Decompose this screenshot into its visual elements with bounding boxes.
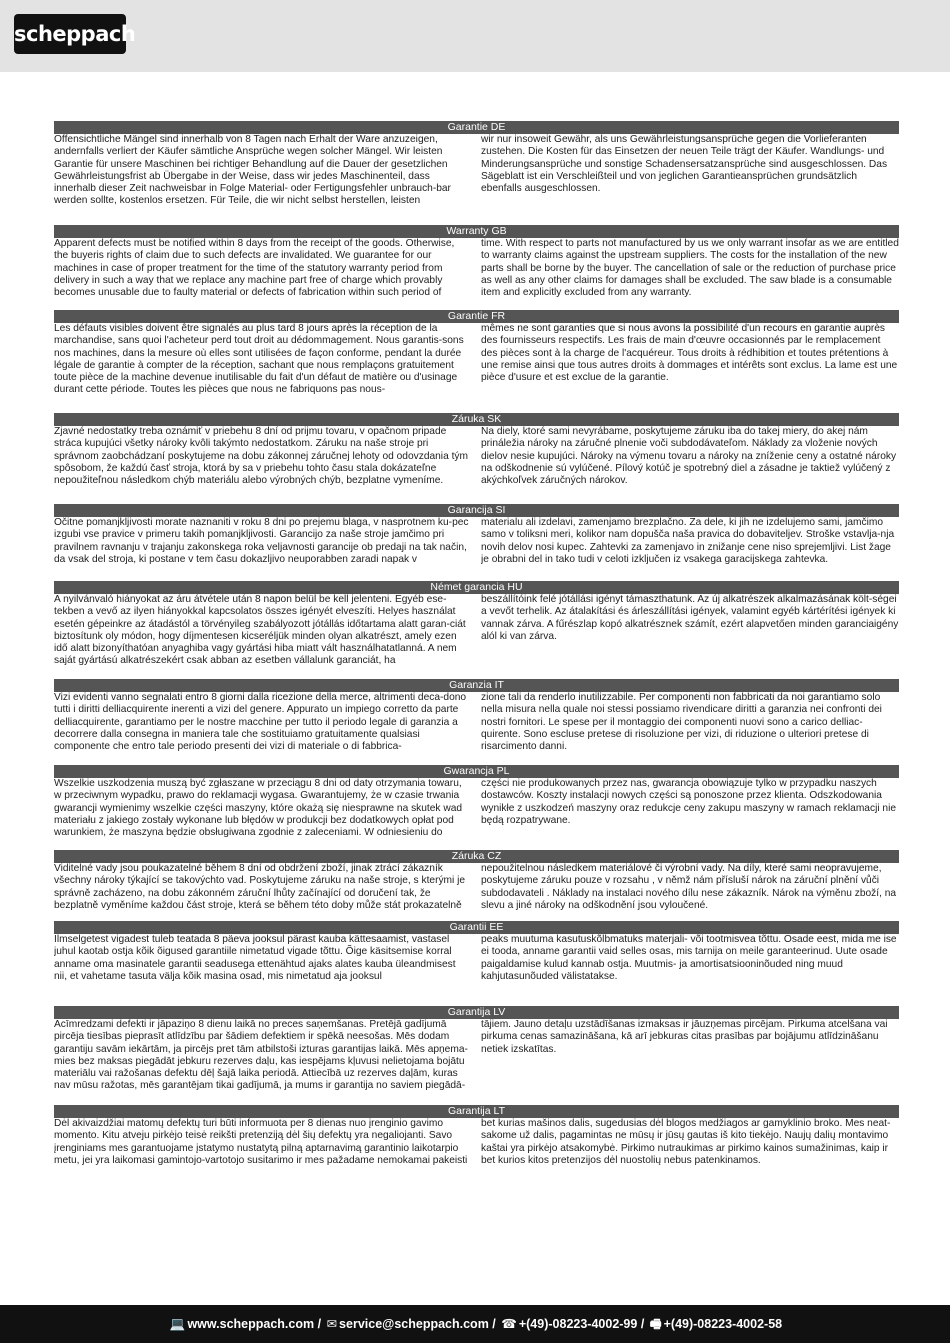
section-garantija-lt: [54, 1105, 899, 1182]
envelope-icon: ✉: [326, 1317, 338, 1331]
section-header: Garantii EE: [54, 921, 899, 934]
computer-icon: 💻: [169, 1317, 186, 1331]
section-text-left: Ilmselgetest vigadest tuleb teatada 8 päeva jooksul pärast kauba kättesaamist, vastasel juhul kaotab ostja kõik õigused garantiile nimetatud vigade tõttu. Õige käsitsemise korral anname oma masinatele garantii seadusega ettenähtud ajaks alates kauba üleandmisest nii, et vahetame tasuta välja kõik masina osad, mis nimetatud aja jooksul: [54, 934, 456, 982]
section-garantija-lv: [54, 1006, 899, 1107]
section-text-left: Les défauts visibles doivent être signalés au plus tard 8 jours après la réception de la marchandise, sans quoi l'acheteur perd tout droit au dédommagement. Nous garantis-sons nos machines, dans la mesure où elles sont utilisées de façon conforme, pendant la durée légale de garantie à compter de la réception, sachant que nous remplaçons gratuitement toute pièce de la machine devenue inutilisable du fait d'un défaut de matière ou d'usinage durant cette période. Toutes les pièces que nous ne fabriquons pas nous-: [54, 323, 464, 396]
section-text-right: nepoužitelnou následkem materiálové či výrobní vady. Na díly, které sami neopravujeme, poskytujeme záruku pouze v rozsahu , v němž nám přísluší nárok na záruční plnění vůči subdodavateli . Náklady na instalaci nového dílu nese zákazník. Nárok na výměnu zboží, na slevu a jiné nároky na odškodnění jsou vyloučené.: [481, 863, 897, 911]
separator: /: [317, 1317, 322, 1331]
header-bar: [0, 0, 950, 72]
section-text-left: Offensichtliche Mängel sind innerhalb von 8 Tagen nach Erhalt der Ware anzuzeigen, andernfalls verliert der Käufer sämtliche Ansprüche wegen solcher Mängel. Wir leisten Garantie für unsere Maschinen bei richtiger Behandlung auf die Dauer der gesetzlichen Gewährleistungsfrist ab Übergabe in der Weise, dass wir jedes Maschinenteil, dass innerhalb dieser Zeit nachweisbar in Folge Material- oder Fertigungsfehler unbrauch-bar werden sollte, kostenlos ersetzen. Für Teile, die wir nicht selbst herstellen, leisten: [54, 134, 451, 207]
section-warranty-gb: [54, 225, 899, 314]
section-garantie-fr: [54, 310, 899, 411]
fax-icon: 🖷: [649, 1317, 662, 1331]
section-text-left: Vizi evidenti vanno segnalati entro 8 giorni dalla ricezione della merce, altrimenti deca-dono tutti i diritti delliacquirente inerenti a vizi del genere. Appurato un impiego corretto da parte delliacquirente, garantiamo per le nostre macchine per tutto il periodo legale di garanzia a decorrere dalla consegna in maniera tale che sostituiamo gratuitamente qualsiasi componente che entro tale periodo presenti dei vizi di materiale o di fabbrica-: [54, 692, 467, 753]
section-text-right: tājiem. Jauno detaļu uzstādīšanas izmaksas ir jāuzņemas pircējam. Pirkuma atcelšana vai pirkuma cenas samazināšana, kā arī jebkuras citas prasības par bojājumu atlīdzināšanu netiek izskatītas.: [481, 1019, 888, 1055]
section-garancia-hu: [54, 581, 899, 682]
section-header: Záruka CZ: [54, 850, 899, 863]
section-text-right: bet kurias mašinos dalis, sugedusias dėl blogos medžiagos ar gamyklinio broko. Mes neat-sakome už dalis, pagamintas ne mūsų ir jūsų gautas iš kito tiekėjo. Naujų dalių montavimo kaštai yra pirkėjo atsakomybė. Pirkimo nutraukimas ar pirkimo kainos sumažinimas, kaip ir bet kurios kitos pretenzijos dėl nuostolių nebus patenkinamos.: [481, 1118, 891, 1166]
phone-icon: ☎: [501, 1317, 517, 1331]
section-text-left: Očitne pomanjkljivosti morate naznaniti v roku 8 dni po prejemu blaga, v nasprotnem ku-pec izgubi vse pravice v primeru takih pomanjkljivosti. Garancijo za naše stroje jamčimo pri pravilnem ravnanju v trajanju zakonskega roka veljavnosti garancije ob predaji na tak način, da vsak del stroja, ki postane v tem času dokazljivo neuporabben zaradi napak v: [54, 517, 469, 565]
section-text-right: Na diely, ktoré sami nevyrábame, poskytujeme záruku iba do takej miery, do akej nám prináležia nároky na záručné plnenie voči subdodávateľom. Náklady za vloženie nových dielov nesie kupujúci. Nároky na výmenu tovaru a nároky na zníženie ceny a ostatné nároky na odškodnenie sú vylúčené. Pílový kotúč je spotrebný diel a zásadne je taktiež vylúčený z akýchkoľvek záručných nárokov.: [481, 426, 897, 487]
section-garanzia-it: [54, 679, 899, 767]
section-text-left: Wszelkie uszkodzenia muszą być zgłaszane w przeciągu 8 dni od daty otrzymania towaru, w przeciwnym wypadku, prawo do reklamacji wygasa. Gwarantujemy, że w czasie trwania gwarancji wymienimy wszelkie części maszyny, które okażą się niesprawne na skutek wad materiału z jakiego zostały wykonane lub błędów w produkcji bez dodatkowych opłat pod warunkiem, że maszyna będzie obsługiwana zgodnie z zaleceniami. W odniesieniu do: [54, 778, 463, 839]
scheppach-logo: scheppach: [14, 14, 126, 54]
section-zaruka-cz: [54, 850, 899, 925]
section-text-right: peaks muutuma kasutuskõlbmatuks materjali- või tootmisvea tõttu. Osade eest, mida me ise ei tooda, anname garantii vaid selles osas, mis tarnija on meile garanteerinud. Uute osade paigaldamise kulud kannab ostja. Muutmis- ja amortisatsiooninõuded ning muud kahjutasunõuded välistatakse.: [481, 934, 897, 982]
section-text-right: beszállítóink felé jótállási igényt támaszthatunk. Az új alkatrészek alkalmazásának költ-ségei a vevőt terhelik. Az átalakítási és árleszállítási igények, valamint egyéb kártérítési igények ki vannak zárva. A fűrészlap kopó alkatrésznek számít, ezért alapvetően minden garanciaigény alól ki van zárva.: [481, 594, 899, 642]
section-header: Garanzia IT: [54, 679, 899, 692]
section-text-left: Apparent defects must be notified within 8 days from the receipt of the goods. Otherwise, the buyeris rights of claim due to such defects are invalidated. We guarantee for our machines in case of proper treatment for the time of the statutory warranty period from delivery in such a way that we replace any machine part free of charge which provably becomes unusable due to faulty material or defects of fabrication within such period of: [54, 238, 455, 299]
section-garantie-de: [54, 121, 899, 224]
section-text-right: mêmes ne sont garanties que si nous avons la possibilité d'un recours en garantie auprès des fournisseurs respectifs. Les frais de main d'œuvre occasionnés par le remplacement des pièces sont à la charge de l'acquéreur. Tous droits à rédhibition et toutes prétentions à une remise ainsi que tous autres droits à dommages et intérêts sont exclus. La lame est une pièce d'usure et est exclue de la garantie.: [481, 323, 898, 384]
section-text-right: części nie produkowanych przez nas, gwarancja obowiązuje tylko w przypadku naszych dostawców. Koszty instalacji nowych części są ponoszone przez klienta. Odszkodowania wynikłe z uszkodzeń maszyny oraz redukcje ceny zakupu maszyny w ramach reklamacji nie będą rozpatrywane.: [481, 778, 897, 826]
section-header: Záruka SK: [54, 413, 899, 426]
fax-number: +(49)-08223-4002-58: [663, 1317, 783, 1331]
section-text-left: Viditelné vady jsou poukazatelné během 8 dní od obdržení zboží, jinak ztrácí zákazník všechny nároky týkající se takovýchto vad. Poskytujeme záruku na naše stroje, s kterými je správně zacházeno, na dobu zákonném záruční lhůty začínající od doručení tak, že bezplatně vyměníme každou část stroje, která se během této doby může stát prokazatelně: [54, 863, 466, 911]
section-header: Német garancia HU: [54, 581, 899, 594]
section-text-left: A nyilvánvaló hiányokat az áru átvétele után 8 napon belül be kell jelenteni. Egyéb ese-tekben a vevő az ilyen hiányokkal kapcsolatos összes igényét elveszíti. Helyes használat esetén gépeinkre az átadástól a törvényileg szabályozott jótállás időtartama alatt garan-ciát biztosítunk oly módon, hogy díjmentesen kicseréljük minden olyan alkatrészt, amely ezen idő alatt bizonyíthatóan anyaghiba vagy gyártási hiba miatt vált használhatatlanná. A nem saját gyártású alkatrészekért csak abban az esetben vállalunk garanciát, ha: [54, 594, 466, 667]
website-link[interactable]: www.scheppach.com: [187, 1317, 315, 1331]
section-header: Garantie FR: [54, 310, 899, 323]
section-text-right: zione tali da renderlo inutilizzabile. Per componenti non fabbricati da noi garantiamo solo nella misura nella quale noi stessi possiamo rivendicare diritti a garanzia nei confronti dei nostri fornitori. Le spese per il montaggio dei componenti nuovi sono a carico delliac-quirente. Sono escluse pretese di risoluzione per vizi, di riduzione o ulteriori pretese di risarcimento danni.: [481, 692, 882, 753]
email-link[interactable]: service@scheppach.com: [339, 1317, 489, 1331]
section-text-left: Dėl akivaizdžiai matomų defektų turi būti informuota per 8 dienas nuo įrenginio gavimo momento. Kitu atveju pirkėjo teisė reikšti pretenziją dėl šių defektų yra negaliojanti. Savo įrenginiams mes garantuojame įstatymo nustatytą pilną aptarnavimą garantinio laikotarpio metu, jei yra laikomasi gamintojo-vartotojo susitarimo ir mes pažadame nemokamai pakeisti: [54, 1118, 468, 1166]
section-garantii-ee: [54, 921, 899, 996]
phone-number: +(49)-08223-4002-99: [518, 1317, 638, 1331]
section-gwarancja-pl: [54, 765, 899, 854]
section-text-right: materialu ali izdelavi, zamenjamo brezplačno. Za dele, ki jih ne izdelujemo sami, jamčimo samo v toliksni meri, kolikor nam dopušča naša pravica do dobaviteljev. Stroške vstavlja-nja novih delov nosi kupec. Zahtevki za zamenjavo in znižanje cene niso sprejemljivi. List žage je obrabni del in tako tudi v celoti izključen iz vsakega garacijskega zahtevka.: [481, 517, 895, 565]
section-text-left: Acīmredzami defekti ir jāpaziņo 8 dienu laikā no preces saņemšanas. Pretējā gadījumā pircēja tiesības pieprasīt atlīdzību par šādiem defektiem ir spēkā neesošas. Mēs dodam garantiju savām iekārtām, ja pircējs pret tām atbilstoši izturas garantijas laikā. Mēs apņema-mies bez maksas piegādāt jebkuru rezerves daļu, kas iespējams kļuvusi nelietojama bojātu materiālu vai ražošanas defektu dēļ šajā laika periodā. Attiecībā uz rezerves daļām, kuras nav mūsu ražotas, mēs garantējam tikai gadījumā, ja mums ir garantija no saviem piegādā-: [54, 1019, 468, 1092]
section-text-left: Zjavné nedostatky treba oznámiť v priebehu 8 dní od prijmu tovaru, v opačnom pripade stráca kupujúci všetky nároky kvôli takýmto nedostatkom. Záruku na naše stroje pri správnom zaobchádzaní poskytujeme na dobu zákonnej záručnej lehoty od odovzdania tým spôsobom, že každú časť stroja, ktorá by sa v priebehu tohto času stala dokázateľne nepoužiteľnou následkom chýb materiálu alebo výrobných chýb, bezplatne vymeníme.: [54, 426, 468, 487]
section-header: Garantija LV: [54, 1006, 899, 1019]
section-text-right: time. With respect to parts not manufactured by us we only warrant insofar as we are entitled to warranty claims against the upstream suppliers. The costs for the installation of the new parts shall be borne by the buyer. The cancellation of sale or the reduction of purchase price as well as any other claims for damages shall be excluded. The saw blade is a consumable item and explicitly excluded from any warranty.: [481, 238, 899, 299]
section-garancija-si: [54, 504, 899, 579]
section-header: Garantija LT: [54, 1105, 899, 1118]
section-text-right: wir nur insoweit Gewähr, als uns Gewährleistungsansprüche gegen die Vorlieferanten zustehen. Die Kosten für das Einsetzen der neuen Teile trägt der Käufer. Wandlungs- und Minderungsansprüche und sonstige Schadensersatzansprüche sind ausgeschlossen. Das Sägeblatt ist ein Verschleißteil und von jeglichen Garantieansprüchen grundsätzlich ebenfalls ausgeschlossen.: [481, 134, 888, 195]
separator: /: [640, 1317, 645, 1331]
separator: /: [492, 1317, 496, 1331]
section-header: Gwarancja PL: [54, 765, 899, 778]
section-zaruka-sk: [54, 413, 899, 502]
contact-footer: [0, 1305, 950, 1343]
section-header: Warranty GB: [54, 225, 899, 238]
section-header: Garantie DE: [54, 121, 899, 134]
section-header: Garancija SI: [54, 504, 899, 517]
